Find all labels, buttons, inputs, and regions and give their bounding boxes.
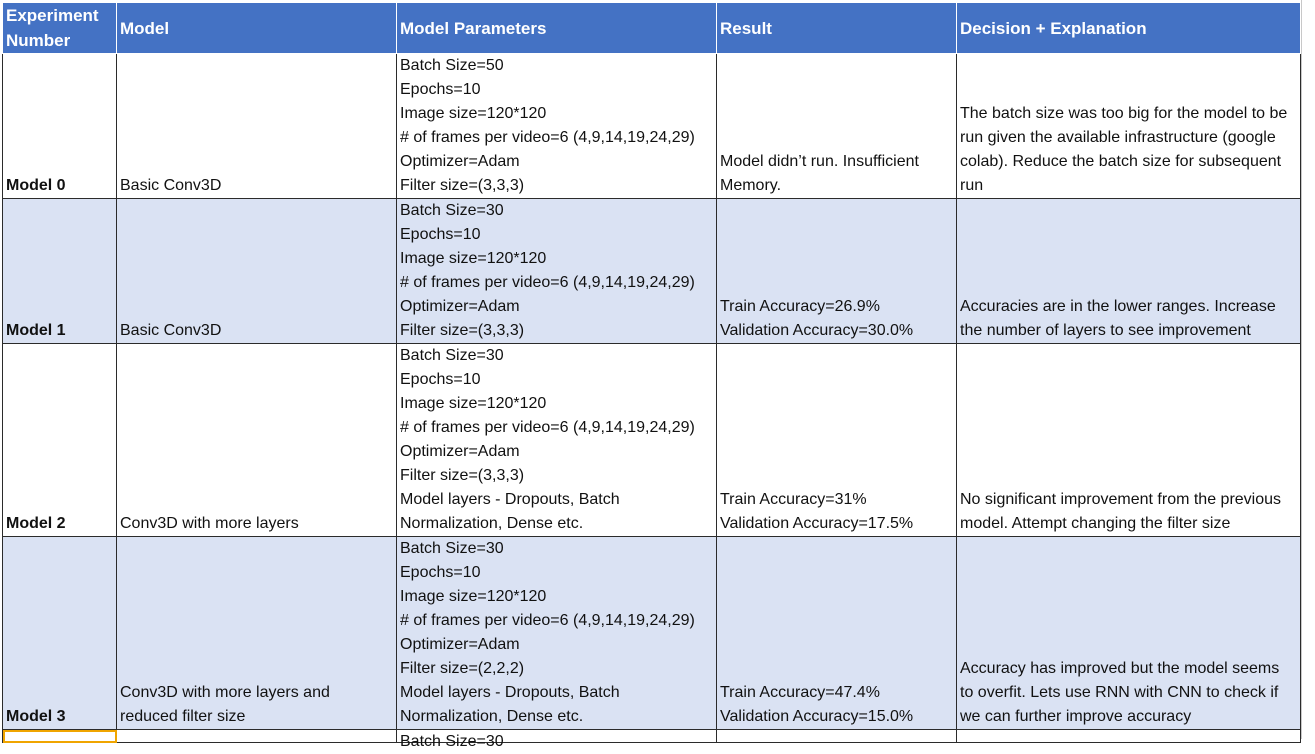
- parameters-cell[interactable]: [397, 199, 717, 344]
- model-cell[interactable]: [117, 344, 397, 537]
- parameter-line: # of frames per video=6 (4,9,14,19,24,29): [400, 419, 695, 436]
- model-line: Conv3D with more layers: [120, 515, 299, 532]
- decision-line: the number of layers to see improvement: [960, 322, 1251, 339]
- experiment-cell[interactable]: [3, 730, 117, 743]
- result-cell[interactable]: [717, 54, 957, 199]
- experiment-table: [2, 2, 1301, 750]
- parameters-cell[interactable]: [397, 730, 717, 750]
- result-cell[interactable]: [717, 199, 957, 344]
- parameter-line: Batch Size=50: [400, 57, 504, 74]
- parameter-line: Batch Size=30: [400, 202, 504, 219]
- result-line: Model didn’t run. Insufficient: [720, 153, 919, 170]
- table-row: [3, 54, 1301, 199]
- result-cell[interactable]: [717, 730, 957, 743]
- parameter-line: Normalization, Dense etc.: [400, 708, 584, 725]
- parameter-line: # of frames per video=6 (4,9,14,19,24,29): [400, 129, 695, 146]
- decision-line: Accuracies are in the lower ranges. Increase: [960, 298, 1276, 315]
- table-row: [3, 730, 1301, 743]
- parameter-line: # of frames per video=6 (4,9,14,19,24,29): [400, 612, 695, 629]
- parameter-line: Image size=120*120: [400, 250, 547, 267]
- parameter-line: Model layers - Dropouts, Batch: [400, 684, 620, 701]
- parameter-line: # of frames per video=6 (4,9,14,19,24,29): [400, 274, 695, 291]
- parameters-cell[interactable]: [397, 537, 717, 730]
- parameter-line: Image size=120*120: [400, 588, 547, 605]
- parameter-line: Optimizer=Adam: [400, 298, 520, 315]
- experiment-cell[interactable]: Model 2: [3, 344, 117, 537]
- parameter-line: Optimizer=Adam: [400, 443, 520, 460]
- model-cell[interactable]: [117, 199, 397, 344]
- header-result[interactable]: Result: [717, 3, 957, 54]
- result-cell[interactable]: [717, 344, 957, 537]
- model-cell[interactable]: [117, 54, 397, 199]
- result-cell[interactable]: [717, 537, 957, 730]
- parameter-line: Batch Size=30: [400, 540, 504, 557]
- decision-cell[interactable]: [957, 344, 1301, 537]
- parameter-line: Epochs=10: [400, 226, 481, 243]
- decision-line: The batch size was too big for the model to be: [960, 105, 1288, 122]
- model-line: Conv3D with more layers and: [120, 684, 330, 701]
- decision-line: to overfit. Lets use RNN with CNN to check if: [960, 684, 1279, 701]
- parameter-line: Epochs=10: [400, 564, 481, 581]
- experiment-cell[interactable]: Model 1: [3, 199, 117, 344]
- parameter-line: Filter size=(3,3,3): [400, 322, 525, 339]
- decision-cell[interactable]: [957, 54, 1301, 199]
- parameter-line: Image size=120*120: [400, 105, 547, 122]
- result-line: Train Accuracy=26.9%: [720, 298, 880, 315]
- decision-line: colab). Reduce the batch size for subsequent: [960, 153, 1282, 170]
- table-row: [3, 344, 1301, 537]
- model-line: Basic Conv3D: [120, 322, 222, 339]
- model-cell[interactable]: [117, 730, 397, 743]
- parameters-cell[interactable]: [397, 54, 717, 199]
- header-experiment-number[interactable]: Experiment Number: [3, 3, 117, 54]
- decision-line: Accuracy has improved but the model seems: [960, 660, 1280, 677]
- table-row: [3, 199, 1301, 344]
- decision-line: run: [960, 177, 984, 194]
- result-line: Memory.: [720, 177, 782, 194]
- model-line: reduced filter size: [120, 708, 246, 725]
- parameter-line: Filter size=(3,3,3): [400, 177, 525, 194]
- model-line: Basic Conv3D: [120, 177, 222, 194]
- result-line: Validation Accuracy=30.0%: [720, 322, 914, 339]
- parameter-line: Batch Size=30: [400, 347, 504, 364]
- experiment-cell[interactable]: Model 3: [3, 537, 117, 730]
- header-model-parameters[interactable]: Model Parameters: [397, 3, 717, 54]
- header-row: [3, 3, 1301, 54]
- result-line: Validation Accuracy=17.5%: [720, 515, 914, 532]
- parameter-line: Epochs=10: [400, 81, 481, 98]
- parameter-line: Optimizer=Adam: [400, 153, 520, 170]
- parameter-line: Epochs=10: [400, 371, 481, 388]
- decision-line: run given the available infrastructure (google: [960, 129, 1276, 146]
- decision-line: No significant improvement from the previous: [960, 491, 1282, 508]
- decision-line: model. Attempt changing the filter size: [960, 515, 1231, 532]
- decision-cell[interactable]: [957, 199, 1301, 344]
- parameter-line: Filter size=(2,2,2): [400, 660, 525, 677]
- model-cell[interactable]: [117, 537, 397, 730]
- result-line: Validation Accuracy=15.0%: [720, 708, 914, 725]
- header-model[interactable]: Model: [117, 3, 397, 54]
- result-line: Train Accuracy=47.4%: [720, 684, 880, 701]
- parameter-line: Filter size=(3,3,3): [400, 467, 525, 484]
- parameter-line: Image size=120*120: [400, 395, 547, 412]
- column-gutter: [1301, 0, 1315, 739]
- parameters-cell[interactable]: [397, 344, 717, 537]
- decision-line: we can further improve accuracy: [960, 708, 1192, 725]
- result-line: Train Accuracy=31%: [720, 491, 867, 508]
- parameter-line: Normalization, Dense etc.: [400, 515, 584, 532]
- parameter-line: Batch Size=30: [400, 733, 504, 750]
- experiment-cell[interactable]: Model 0: [3, 54, 117, 199]
- parameter-line: Model layers - Dropouts, Batch: [400, 491, 620, 508]
- header-decision[interactable]: Decision + Explanation: [957, 3, 1301, 54]
- decision-cell[interactable]: [957, 537, 1301, 730]
- decision-cell[interactable]: [957, 730, 1301, 743]
- parameter-line: Optimizer=Adam: [400, 636, 520, 653]
- table-row: [3, 537, 1301, 730]
